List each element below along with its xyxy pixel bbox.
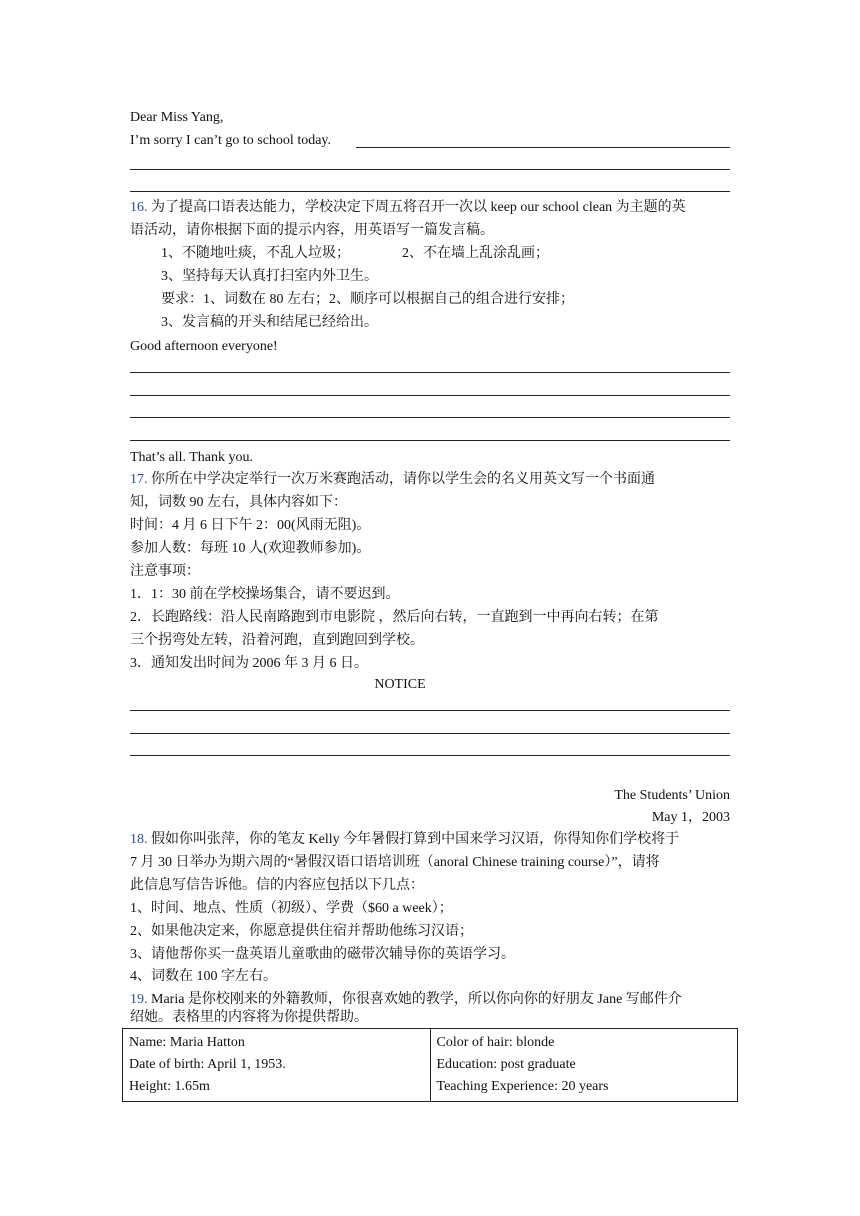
q18-line3: 此信息写信告诉他。信的内容应包括以下几点： [130,878,424,893]
q17-note3: 3．通知发出时间为 2006 年 3 月 6 日。 [130,656,368,671]
q18-number: 18. [130,832,148,847]
teacher-info-table [122,1028,738,1102]
notice-heading: NOTICE [374,677,426,692]
answer-line [130,755,730,756]
education-field: Education: post graduate [436,1057,576,1072]
q17-note2-line2: 三个拐弯处左转，沿着河跑，直到跑回到学校。 [130,633,424,648]
q16-hint3: 3、坚持每天认真打扫室内外卫生。 [161,269,378,284]
q19-number: 19. [130,992,148,1007]
q18-point3: 3、请他帮你买一盘英语儿童歌曲的磁带次辅导你的英语学习。 [130,947,515,962]
teaching-experience-field: Teaching Experience: 20 years [436,1079,609,1094]
q18-point4: 4、词数在 100 字左右。 [130,969,277,984]
q19-line1: 19. Maria 是你校刚来的外籍教师，你很喜欢她的教学，所以你向你的好朋友 Jane 写邮件介 [130,992,682,1007]
q18-point1: 1、时间、地点、性质（初级）、学费（$60 a week）； [130,901,453,916]
q17-prompt-line1: 17. 你所在中学决定举行一次万米赛跑活动，请你以学生会的名义用英文写一个书面通 [130,472,655,487]
q18-line1: 18. 假如你叫张萍，你的笔友 Kelly 今年暑假打算到中国来学习汉语，你得知你们学校将于 [130,832,680,847]
height-field: Height: 1.65m [129,1079,210,1094]
q16-hint1: 1、不随地吐痰，不乱人垃圾； [161,246,350,261]
q16-requirement1: 要求：1、词数在 80 左右；2、顺序可以根据自己的组合进行安排； [161,292,574,307]
q19-line2: 绍她。表格里的内容将为你提供帮助。 [130,1010,368,1025]
table-cell-right [430,1029,738,1102]
q16-hint2: 2、不在墙上乱涂乱画； [402,246,549,261]
answer-line [130,710,730,711]
answer-line [130,417,730,418]
hair-color-field: Color of hair: blonde [436,1035,555,1050]
q16-number: 16. [130,200,148,215]
q17-time: 时间：4 月 6 日下午 2：00(风雨无阻)。 [130,518,371,533]
answer-line [130,372,730,373]
answer-line [130,191,730,192]
q16-speech-opening: Good afternoon everyone! [130,339,278,354]
table-cell-left [123,1029,431,1102]
q17-participants: 参加人数：每班 10 人(欢迎教师参加)。 [130,541,371,556]
q17-note1: 1．1：30 前在学校操场集合，请不要迟到。 [130,587,400,602]
q18-line2: 7 月 30 日举办为期六周的“暑假汉语口语培训班（anoral Chinese training course）”，请将 [130,855,660,870]
q17-number: 17. [130,472,148,487]
name-field: Name: Maria Hatton [129,1035,245,1050]
birth-date-field: Date of birth: April 1, 1953. [129,1057,286,1072]
notice-date: May 1，2003 [651,810,730,825]
q16-requirement2: 3、发言稿的开头和结尾已经给出。 [161,315,378,330]
answer-line [130,169,730,170]
q18-point2: 2、如果他决定来，你愿意提供住宿并帮助他练习汉语； [130,924,473,939]
table-row [123,1029,738,1102]
q17-note2-line1: 2．长跑路线：沿人民南路跑到市电影院 ，然后向右转，一直跑到一中再向右转；在第 [130,610,659,625]
q16-prompt-line1: 16. 为了提高口语表达能力，学校决定下周五将召开一次以 keep our school clean 为主题的英 [130,200,686,215]
q17-notes-title: 注意事项： [130,564,200,579]
answer-line [130,395,730,396]
answer-line [356,147,730,148]
answer-line [130,440,730,441]
answer-line [130,733,730,734]
notice-signature: The Students’ Union [614,788,730,803]
letter-opening: I’m sorry I can’t go to school today. [130,133,332,148]
q17-prompt-line2: 知，词数 90 左右，具体内容如下： [130,495,347,510]
letter-greeting: Dear Miss Yang, [130,110,224,125]
q16-speech-closing: That’s all. Thank you. [130,450,253,465]
q16-prompt-line2: 语活动，请你根据下面的提示内容，用英语写一篇发言稿。 [130,223,494,238]
